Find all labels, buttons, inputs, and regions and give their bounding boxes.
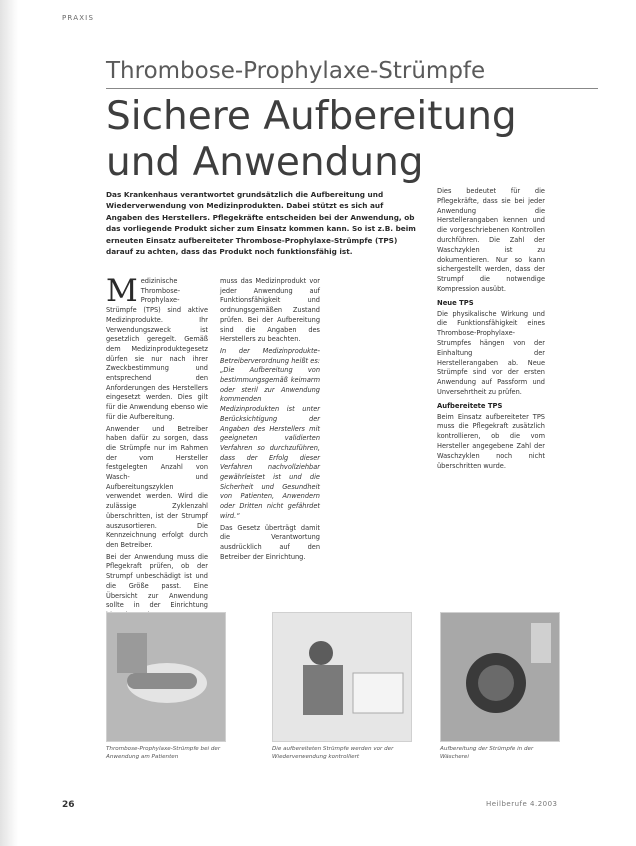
- column-2-paragraph-1: muss das Medizinprodukt vor jeder Anwendung auf Funktionsfähigkeit und ordnungsgemäßen Zustand prüfen. Bei der Aufbereitung sind die Angaben des Herstellers zu beachten.: [220, 277, 320, 344]
- photo-3-illustration: [441, 613, 559, 741]
- column-1-paragraph-1: edizinische Thrombose-Prophylaxe-Strümpfe (TPS) sind aktive Medizinprodukte. Ihr Verwendungszweck ist gesetzlich geregelt. Gemäß dem Medizinproduktegesetz dürfen sie nur nach ihrer Zweckbestimmung und entsprechend den Anforderungen des Herstellers eingesetzt werden. Dies gilt für die Anwendung ebenso wie für die Aufbereitung.: [106, 277, 208, 421]
- caption-photo-3: Aufbereitung der Strümpfe in der Wäscherei: [440, 746, 534, 760]
- caption-photo-2: Die aufbereiteten Strümpfe werden vor der Wiederverwendung kontrolliert: [272, 746, 394, 760]
- drop-cap: M: [106, 273, 138, 309]
- column-3-paragraph-1: Dies bedeutet für die Pflegekräfte, dass sie bei jeder Anwendung die Herstellerangaben kennen und die vorgeschriebenen Kontrollen durchführen. Die Zahl der Waschzyklen ist zu dokumentieren. Nur so kann sichergestellt werden, dass der Strumpf die notwendige Kompression ausübt.: [437, 187, 545, 293]
- column-1-paragraph-3: Bei der Anwendung muss die Pflegekraft prüfen, ob der Strumpf unbeschädigt ist und die Größe passt. Eine Übersicht zur Anwendung sollte in der Einrichtung: [106, 552, 208, 610]
- page-edge-shadow: [0, 0, 18, 846]
- article-topic: Thrombose-Prophylaxe-Strümpfe: [106, 58, 486, 84]
- subhead-new-tps: Neue TPS: [437, 298, 474, 307]
- photo-1-illustration: [107, 613, 225, 741]
- page-number: 26: [62, 800, 75, 810]
- photo-stocking-application: [106, 612, 226, 742]
- photo-2-illustration: [273, 613, 411, 741]
- column-3-paragraph-3: Beim Einsatz aufbereiteter TPS muss die Pflegekraft zusätzlich kontrollieren, ob die vom Hersteller angegebene Zahl der Waschzyklen noch nicht überschritten wurde.: [437, 412, 545, 470]
- text-column-3: [437, 187, 545, 473]
- photo-inspection: [272, 612, 412, 742]
- footer-publication: Heilberufe 4.2003: [486, 800, 558, 808]
- text-column-2: [220, 277, 320, 564]
- text-column-1: [106, 273, 208, 623]
- article-headline: [106, 94, 606, 186]
- column-2-paragraph-2: In der Medizinprodukte-Betreiberverordnung heißt es: „Die Aufbereitung von bestimmungsgemäß keimarm oder steril zur Anwendung kommenden Medizinprodukten ist unter Berücksichtigung der Angaben des Herstellers mit geeigneten validierten Verfahren so durchzuführen, dass der Erfolg dieser Verfahren nachvollziehbar gewährleistet ist und die Sicherheit und Gesundheit von Patienten, Anwendern oder Dritten nicht gefährdet wird.“: [220, 346, 320, 520]
- column-2-paragraph-3: Das Gesetz überträgt damit die Verantwortung ausdrücklich auf den Betreiber der Einrichtung.: [220, 523, 320, 561]
- article-lead: Das Krankenhaus verantwortet grundsätzlich die Aufbereitung und Wiederverwendung von Medizinprodukten. Dabei stützt es sich auf Angaben des Herstellers. Pflegekräfte entscheiden bei der Anwendung, ob das vorliegende Produkt sicher zum Einsatz kommen kann. So ist z.B. beim erneuten Einsatz aufbereiteter Thrombose-Prophylaxe-Strümpfe (TPS) darauf zu achten, dass das Produkt noch funktionsfähig ist.: [106, 190, 416, 257]
- column-3-paragraph-2: Die physikalische Wirkung und die Funktionsfähigkeit eines Thrombose-Prophylaxe-Strumpfes hängen von der Einhaltung der Herstellerangaben ab. Neue Strümpfe sind vor der ersten Anwendung auf Passform und Unversehrtheit zu prüfen.: [437, 309, 545, 396]
- section-label: PRAXIS: [62, 14, 95, 22]
- headline-line-2: und Anwendung: [106, 140, 424, 185]
- subhead-reprocessed-tps: Aufbereitete TPS: [437, 401, 503, 410]
- column-1-paragraph: [106, 273, 208, 423]
- caption-photo-1: Thrombose-Prophylaxe-Strümpfe bei der Anwendung am Patienten: [106, 746, 221, 760]
- title-rule: [106, 88, 598, 89]
- column-1-paragraph-2: Anwender und Betreiber haben dafür zu sorgen, dass die Strümpfe nur im Rahmen der vom Hersteller festgelegten Anzahl von Wasch- und Aufbereitungszyklen verwendet werden. Wird die zulässige Zyklenzahl überschritten, ist der Strumpf auszusortieren. Die Kennzeichnung erfolgt durch den Betreiber.: [106, 424, 208, 549]
- headline-line-1: Sichere Aufbereitung: [106, 94, 517, 139]
- photo-laundry: [440, 612, 560, 742]
